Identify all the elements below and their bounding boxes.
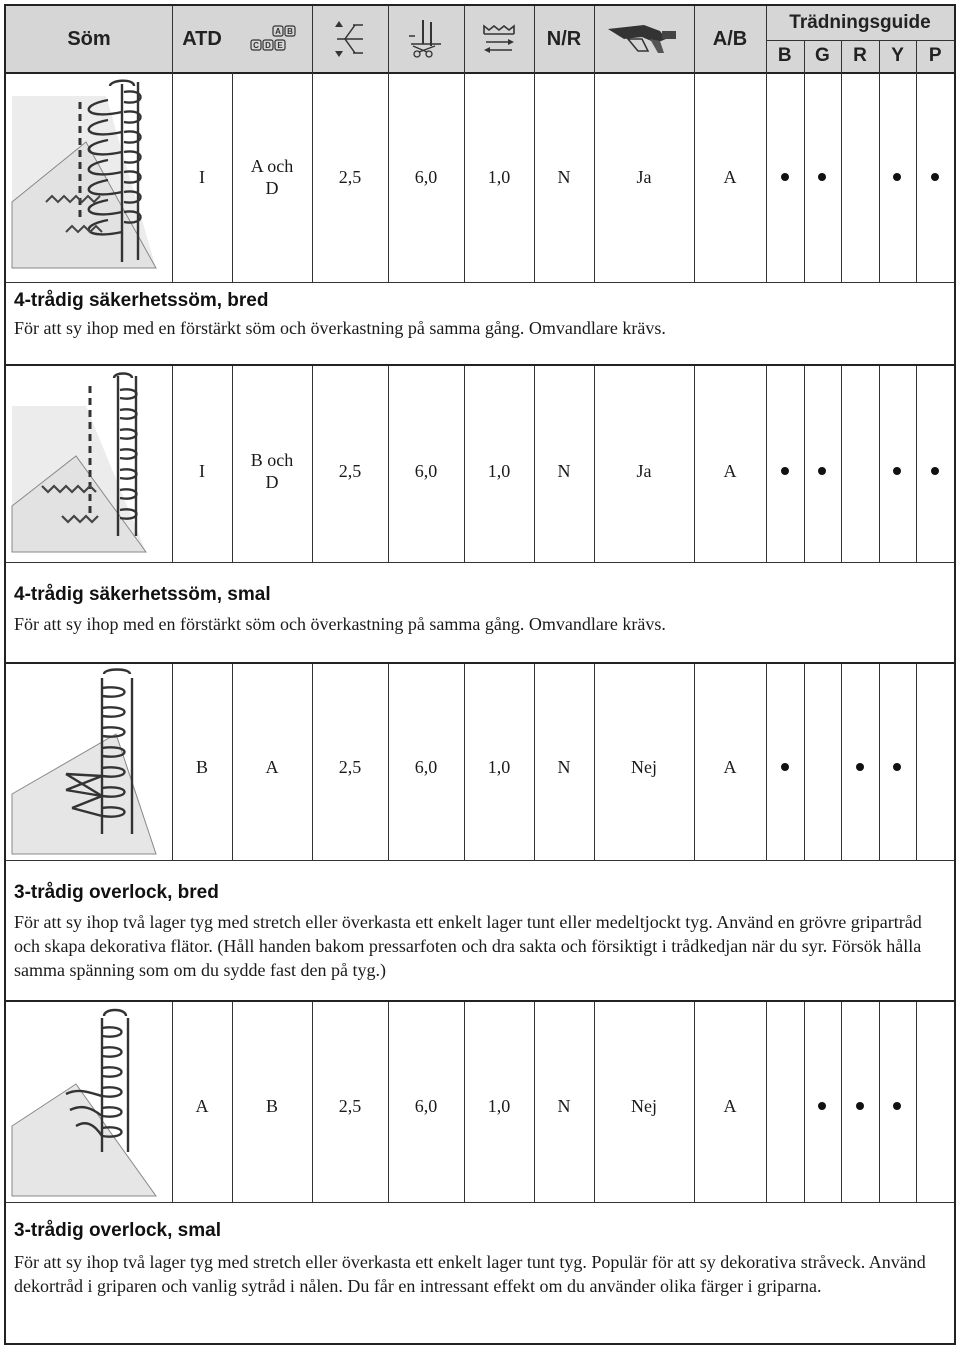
threading-guide-title: Trädningsguide: [766, 6, 954, 41]
thread-col-y: Y: [891, 45, 904, 66]
header-nr: N/R: [546, 27, 582, 50]
cell-nr: N: [557, 461, 571, 481]
cell-atd-value: A och D: [250, 156, 294, 198]
cell-diff-feed: 1,0: [487, 167, 511, 187]
cell-diff-feed: 1,0: [487, 757, 511, 777]
thread-dot-p: [931, 467, 939, 475]
stitch-illustration-3-thread-narrow: [6, 1002, 172, 1198]
thread-dot-y: [893, 467, 901, 475]
svg-text:A: A: [275, 27, 281, 36]
stitch-illustration-3-thread-wide: [6, 664, 172, 860]
thread-dot-y: [893, 1102, 901, 1110]
stitch-description: För att sy ihop två lager tyg med stretch eller överkasta ett enkelt lager tunt tyg. Populär för att sy dekorativa stråveck. Använd dekortråd i griparen och vanlig sytråd i nålen. Du får en intressant effekt om du använder olika färger i griparna.: [14, 1252, 926, 1296]
cell-stitch-width: 2,5: [338, 461, 362, 481]
cell-stitch-width: 2,5: [338, 1096, 362, 1116]
threading-guide-table: [4, 4, 956, 1345]
thread-dot-p: [931, 173, 939, 181]
stitch-title: 4-trådig säkerhetssöm, bred: [14, 290, 269, 311]
cell-som-value: I: [199, 167, 205, 187]
stitch-title: 3-trådig overlock, bred: [14, 882, 219, 903]
stitch-illustration-4-thread-wide: [6, 72, 172, 282]
thread-dot-g: [818, 173, 826, 181]
cell-nr: N: [557, 1096, 571, 1116]
thread-dot-y: [893, 173, 901, 181]
thread-dot-b: [781, 763, 789, 771]
cell-som-value: B: [195, 757, 208, 777]
cell-cut-width: 6,0: [414, 757, 438, 777]
cell-ab: A: [723, 1096, 737, 1116]
atd-settings-icon: [232, 6, 312, 72]
cell-cut-width: 6,0: [414, 167, 438, 187]
thread-dot-r: [856, 1102, 864, 1110]
stitch-row-2: [6, 366, 954, 662]
cell-atd-value: B och D: [250, 450, 294, 492]
thread-col-r: R: [853, 45, 867, 66]
thread-dot-b: [781, 173, 789, 181]
thread-dot-b: [781, 467, 789, 475]
stitch-row-4: [6, 1002, 954, 1343]
thread-dot-g: [818, 1102, 826, 1110]
svg-text:B: B: [287, 27, 293, 36]
cell-som-value: I: [199, 461, 205, 481]
cell-presser-foot: Nej: [631, 757, 657, 777]
presser-foot-icon: [594, 6, 694, 72]
cell-presser-foot: Ja: [636, 167, 652, 187]
cell-cut-width: 6,0: [414, 461, 438, 481]
stitch-title: 4-trådig säkerhetssöm, smal: [14, 584, 271, 605]
table-header: [6, 6, 954, 74]
stitch-row-3: [6, 664, 954, 1002]
thread-dot-g: [818, 467, 826, 475]
stitch-title: 3-trådig overlock, smal: [14, 1220, 221, 1241]
svg-text:E: E: [277, 41, 283, 50]
stitch-description: För att sy ihop med en förstärkt söm och överkastning på samma gång. Omvandlare krävs.: [14, 318, 666, 338]
svg-text:D: D: [265, 41, 271, 50]
knife-cut-icon: [388, 6, 464, 72]
cell-presser-foot: Nej: [631, 1096, 657, 1116]
cell-stitch-width: 2,5: [338, 167, 362, 187]
svg-text:C: C: [253, 41, 259, 50]
cell-nr: N: [557, 757, 571, 777]
stitch-row-1: [6, 72, 954, 364]
cell-stitch-width: 2,5: [338, 757, 362, 777]
stitch-width-icon: [312, 6, 388, 72]
threading-guide-header: [766, 6, 954, 72]
cell-ab: A: [723, 167, 737, 187]
thread-col-b: B: [777, 45, 792, 66]
cell-atd-value: B: [265, 1096, 278, 1116]
differential-feed-icon: [464, 6, 534, 72]
cell-diff-feed: 1,0: [487, 461, 511, 481]
thread-dot-y: [893, 763, 901, 771]
header-atd: ATD: [182, 27, 222, 50]
header-som: Söm: [67, 27, 111, 50]
cell-cut-width: 6,0: [414, 1096, 438, 1116]
cell-atd-value: A: [265, 757, 279, 777]
stitch-illustration-4-thread-narrow: [6, 366, 172, 562]
cell-diff-feed: 1,0: [487, 1096, 511, 1116]
thread-col-g: G: [815, 45, 830, 66]
cell-nr: N: [557, 167, 571, 187]
stitch-description: För att sy ihop två lager tyg med stretch eller överkasta ett enkelt lager tunt eller medeltjockt tyg. Använd en grövre gripartråd och skapa dekorativa flätor. (Håll handen bakom pressarfoten och dra sakta och försiktigt i trådkedjan när du syr. Försök hålla samma spänning som om du sydde fast den på tyg.): [14, 912, 922, 980]
stitch-description: För att sy ihop med en förstärkt söm och överkastning på samma gång. Omvandlare krävs.: [14, 614, 666, 634]
cell-som-value: A: [195, 1096, 209, 1116]
cell-ab: A: [723, 757, 737, 777]
thread-dot-r: [856, 763, 864, 771]
thread-col-p: P: [928, 45, 942, 66]
header-ab: A/B: [712, 27, 748, 50]
cell-presser-foot: Ja: [636, 461, 652, 481]
cell-ab: A: [723, 461, 737, 481]
